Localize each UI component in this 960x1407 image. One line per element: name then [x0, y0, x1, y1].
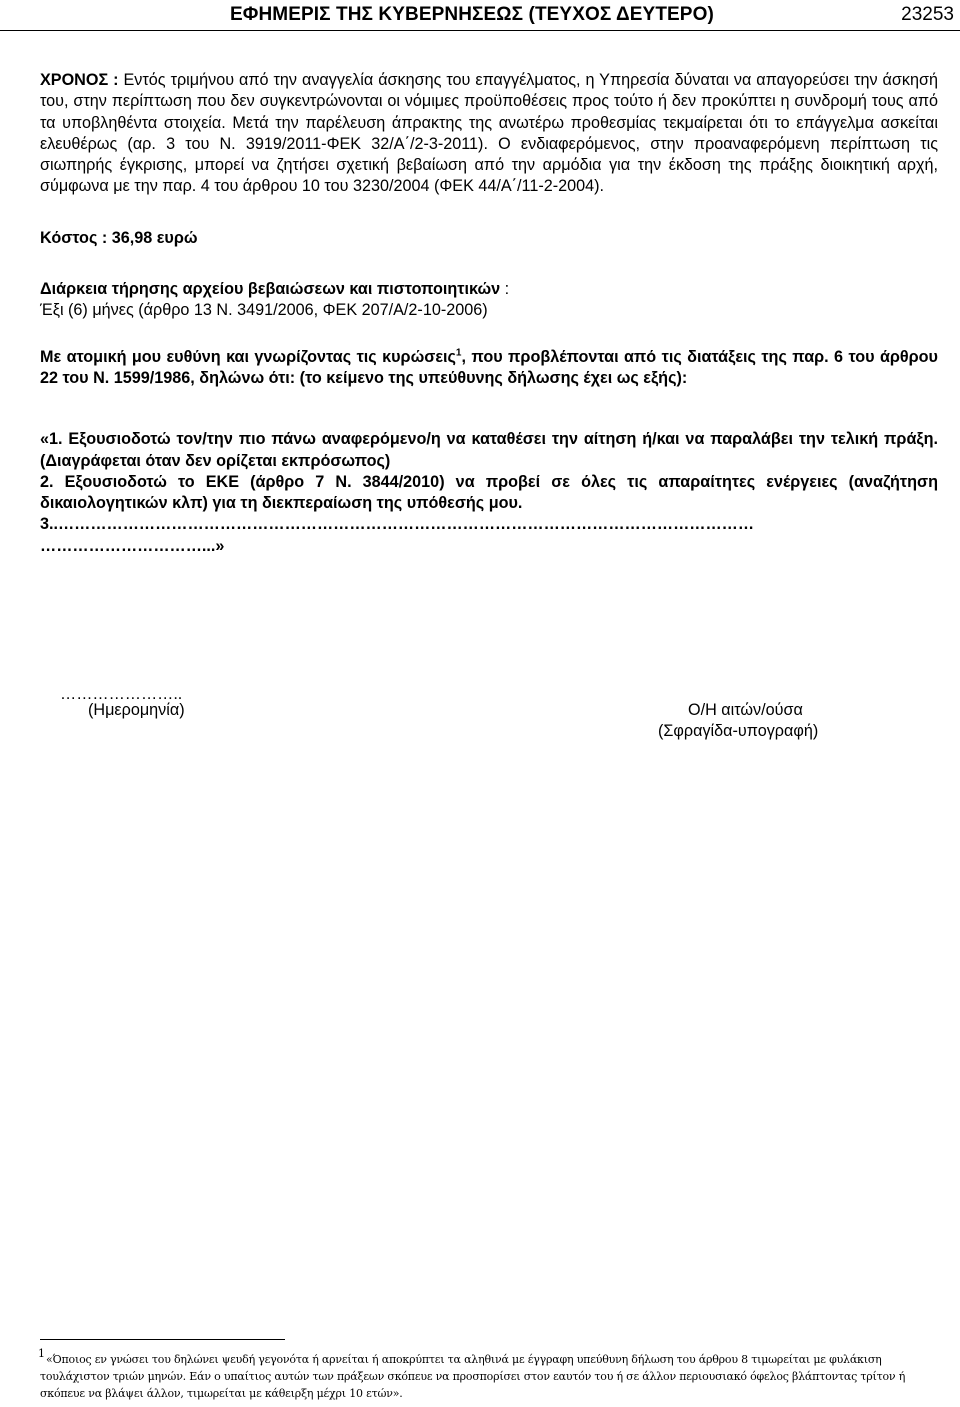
- stamp-signature-label: (Σφραγίδα-υπογραφή): [658, 722, 819, 740]
- gazette-title: ΕΦΗΜΕΡΙΣ ΤΗΣ ΚΥΒΕΡΝΗΣΕΩΣ (ΤΕΥΧΟΣ ΔΕΥΤΕΡΟ): [230, 4, 714, 25]
- duration-label: Διάρκεια τήρησης αρχείου βεβαιώσεων και πιστοποιητικών: [40, 280, 501, 299]
- applicant-label: Ο/Η αιτών/ούσα: [688, 701, 803, 719]
- footnote-divider: [40, 1339, 285, 1340]
- declaration-text-after: , που προβλέπονται από τις διατάξεις της παρ. 6 του άρθρου 22 του Ν. 1599/1986, δηλώνω ότι: (το κείμενο της υπεύθυνης δήλωσης έχει ως εξής):: [40, 347, 938, 387]
- footnote-mark: 1: [38, 1347, 45, 1360]
- footnote-reference: 1: [455, 347, 462, 359]
- signature-block: [0, 684, 960, 744]
- time-paragraph: [40, 70, 938, 198]
- statement-item-2: 2. Εξουσιοδοτώ το ΕΚΕ (άρθρο 7 Ν. 3844/2010) να προβεί σε όλες τις απαραίτητες ενέργειες (αναζήτηση δικαιολογητικών κλπ) για τη διεκπεραίωση της υπόθεσής μου.: [40, 472, 938, 513]
- time-text: Εντός τριμήνου από την αναγγελία άσκησης του επαγγέλματος, η Υπηρεσία δύναται να απαγορεύσει την άσκησή του, στην περίπτωση που δεν συγκεντρώνονται οι νόμιμες προϋποθέσεις προς τούτο ή δεν προκύπτει η συνδρομή τους από τα υποβληθέντα στοιχεία. Μετά την παρέλευση άπρακτης της ανωτέρω προθεσμίας τεκμαίρεται ότι το επάγγελμα ασκείται ελευθέρως (αρ. 3 του Ν. 3919/2011-ΦΕΚ 32/Α΄/2-3-2011). Ο ενδιαφερόμενος, στην προαναφερόμενη περίπτωση τις σιωπηρής έγκρισης, μπορεί να ζητήσει σχετική βεβαίωση από την αρμόδια για την έκδοση της πράξης διοικητική αρχή, σύμφωνα με την παρ. 4 του άρθρου 10 του 3230/2004 (ΦΕΚ 44/Α΄/11-2-2004).: [40, 71, 938, 196]
- time-label: ΧΡΟΝΟΣ :: [40, 71, 119, 89]
- page-number: 23253: [901, 4, 954, 25]
- date-label: (Ημερομηνία): [88, 701, 185, 719]
- footnote-text: «Όποιος εν γνώσει του δηλώνει ψευδή γεγονότα ή αρνείται ή αποκρύπτει τα αληθινά με έγγραφη υπεύθυνη δήλωση του άρθρου 8 τιμωρείται με φυλάκιση τουλάχιστον τριών μηνών. Εάν ο υπαίτιος αυτών των πράξεων σκόπευε να προσπορίσει στον εαυτόν του ή σε άλλον περιουσιακό όφελος βλάπτοντας τρίτον ή σκόπευε να βλάψει άλλον, τιμωρείται με κάθειρξη μέχρι 10 ετών».: [40, 1353, 906, 1400]
- declaration-text-before: Με ατομική μου ευθύνη και γνωρίζοντας τις κυρώσεις: [40, 347, 456, 366]
- statement-block: [40, 429, 938, 557]
- page-header: [0, 0, 960, 31]
- date-dots: …………………..: [60, 685, 183, 703]
- duration-text: Έξι (6) μήνες (άρθρο 13 Ν. 3491/2006, ΦΕΚ 207/Α/2-10-2006): [40, 301, 488, 320]
- cost-paragraph: [40, 228, 938, 249]
- cost-text: Κόστος : 36,98 ευρώ: [40, 228, 198, 247]
- statement-item-3-continuation: …………………………...»: [40, 536, 225, 555]
- footnote: [38, 1347, 953, 1402]
- statement-item-1: «1. Εξουσιοδοτώ τον/την πιο πάνω αναφερόμενο/η να καταθέσει την αίτηση ή/και να παραλάβει την τελική πράξη. (Διαγράφεται όταν δεν ορίζεται εκπρόσωπος): [40, 430, 938, 470]
- duration-heading: [40, 279, 938, 300]
- document-body: [40, 70, 938, 557]
- declaration-paragraph: [40, 347, 938, 390]
- duration-label-suffix: :: [500, 280, 510, 299]
- statement-item-3: 3..…………………………………………………………………………………………………………………: [40, 515, 755, 534]
